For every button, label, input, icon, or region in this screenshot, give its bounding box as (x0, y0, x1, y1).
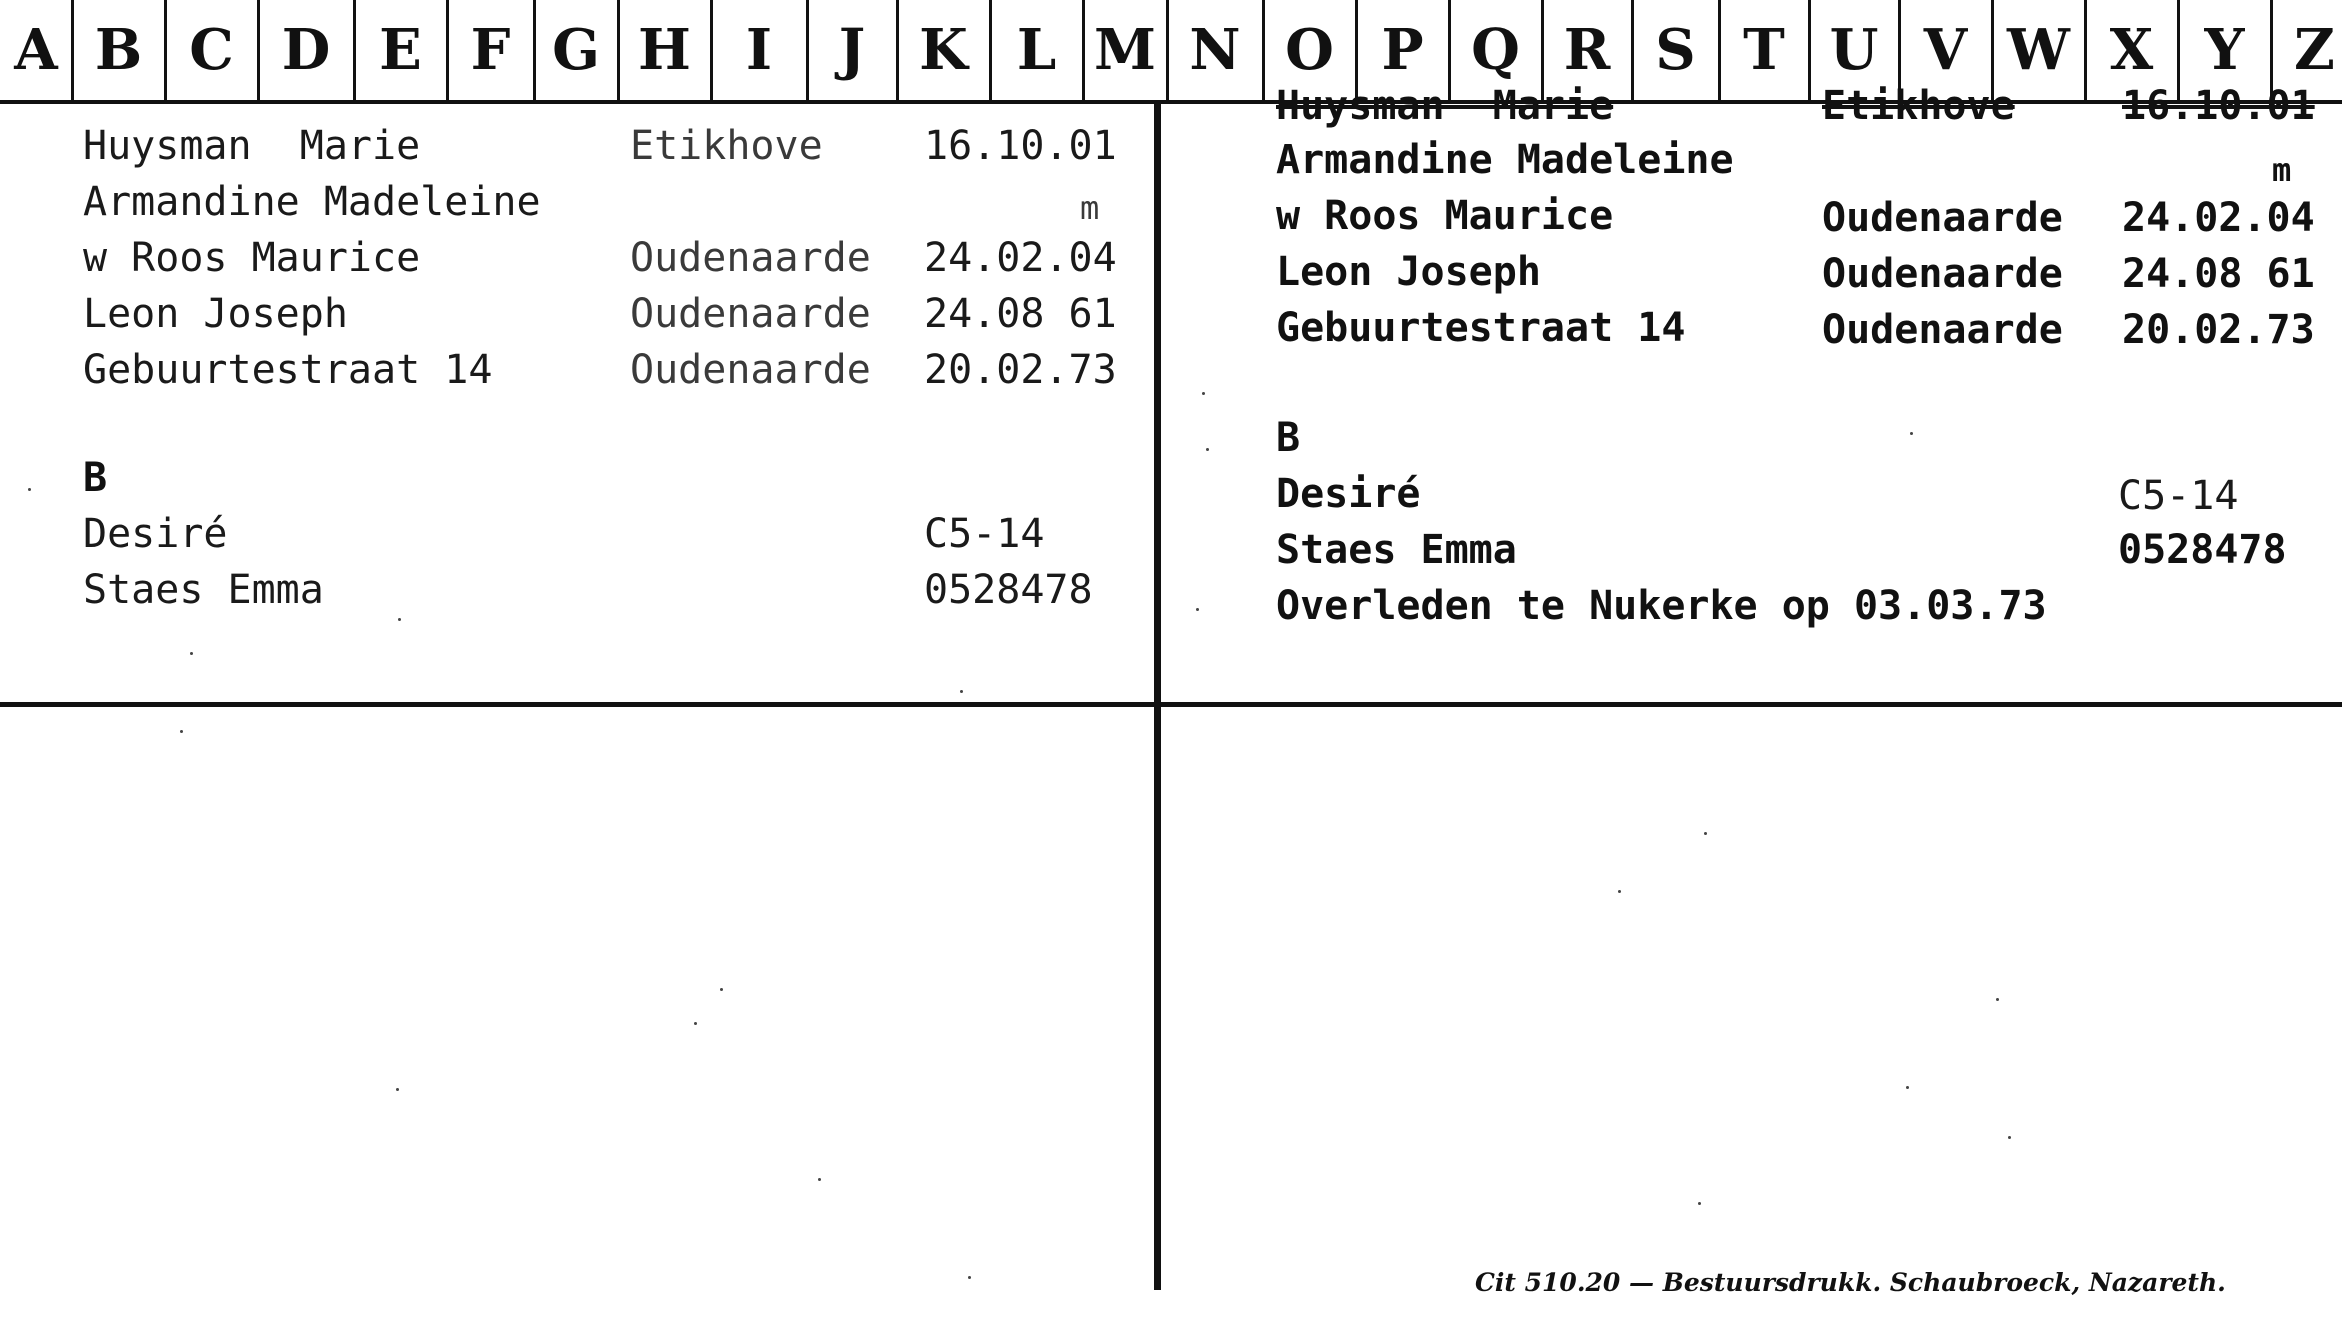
index-letter-divider (353, 0, 356, 104)
right-address-place: Oudenaarde (1822, 307, 2063, 353)
index-letter-g[interactable]: G (552, 17, 600, 83)
index-letter-x[interactable]: X (2109, 17, 2154, 83)
index-letter-divider (1808, 0, 1811, 104)
index-letter-divider (533, 0, 536, 104)
right-section-letter: B (1276, 415, 1301, 461)
index-letter-divider (1262, 0, 1265, 104)
left-address-place: Oudenaarde (630, 347, 871, 393)
index-letter-m[interactable]: M (1094, 17, 1156, 83)
left-father: Desiré (83, 511, 228, 557)
right-mother-code: 0528478 (2118, 527, 2287, 573)
index-letter-p[interactable]: P (1381, 17, 1424, 83)
left-name-line-1: Huysman Marie (83, 123, 421, 169)
middle-horizontal-rule (0, 702, 2342, 707)
index-letter-c[interactable]: C (189, 17, 234, 83)
right-spouse: w Roos Maurice (1276, 193, 1614, 239)
index-letter-i[interactable]: I (745, 17, 773, 83)
left-spouse-given-names: Leon Joseph (83, 291, 348, 337)
index-letter-y[interactable]: Y (2204, 17, 2245, 83)
index-letter-o[interactable]: O (1285, 17, 1334, 83)
index-letter-s[interactable]: S (1655, 17, 1696, 83)
left-birthplace: Etikhove (630, 123, 823, 169)
index-letter-d[interactable]: D (281, 17, 331, 83)
left-address: Gebuurtestraat 14 (83, 347, 493, 393)
index-letter-h[interactable]: H (638, 17, 691, 83)
left-father-code: C5-14 (924, 511, 1045, 557)
right-address-date: 20.02.73 (2122, 307, 2315, 353)
index-letter-e[interactable]: E (379, 17, 422, 83)
index-letter-divider (257, 0, 260, 104)
index-letter-l[interactable]: L (1016, 17, 1057, 83)
left-name-line-2: Armandine Madeleine (83, 179, 541, 225)
index-letter-a[interactable]: A (14, 17, 58, 83)
right-marriage-date: 24.02.04 (2122, 195, 2315, 241)
right-spouse-place: Oudenaarde (1822, 251, 2063, 297)
index-letter-divider (446, 0, 449, 104)
right-name-line-1-struck: Huysman Marie (1276, 83, 1614, 129)
index-letter-j[interactable]: J (838, 17, 866, 83)
left-spouse-place: Oudenaarde (630, 291, 871, 337)
right-father: Desiré (1276, 471, 1421, 517)
right-marriage-mark: m (2272, 151, 2292, 189)
right-father-code: C5-14 (2118, 473, 2239, 519)
left-mother: Staes Emma (83, 567, 324, 613)
index-letter-divider (710, 0, 713, 104)
index-letter-v[interactable]: V (1923, 17, 1968, 83)
index-letter-divider (1718, 0, 1721, 104)
left-spouse: w Roos Maurice (83, 235, 421, 281)
left-marriage-place: Oudenaarde (630, 235, 871, 281)
index-letter-divider (1631, 0, 1634, 104)
left-marriage-date: 24.02.04 (924, 235, 1117, 281)
index-letter-f[interactable]: F (470, 17, 511, 83)
index-letter-n[interactable]: N (1189, 17, 1241, 83)
right-birth-date-struck: 16.10.01 (2122, 83, 2315, 129)
index-letter-k[interactable]: K (919, 17, 968, 83)
index-letter-b[interactable]: B (94, 17, 143, 83)
left-spouse-date: 24.08 61 (924, 291, 1117, 337)
left-section-letter: B (83, 455, 108, 501)
index-letter-z[interactable]: Z (2294, 17, 2335, 83)
right-spouse-date: 24.08 61 (2122, 251, 2315, 297)
index-letter-divider (1166, 0, 1169, 104)
index-letter-divider (617, 0, 620, 104)
left-marriage-mark: m (1080, 189, 1100, 227)
right-spouse-given-names: Leon Joseph (1276, 249, 1541, 295)
right-birthplace-struck: Etikhove (1822, 83, 2015, 129)
index-letter-t[interactable]: T (1743, 17, 1785, 83)
index-letter-divider (896, 0, 899, 104)
left-address-date: 20.02.73 (924, 347, 1117, 393)
index-letter-divider (1082, 0, 1085, 104)
left-birth-date: 16.10.01 (924, 123, 1117, 169)
left-mother-code: 0528478 (924, 567, 1093, 613)
index-letter-r[interactable]: R (1563, 17, 1611, 83)
right-death-note: Overleden te Nukerke op 03.03.73 (1276, 583, 2047, 629)
printer-imprint: Cit 510.20 — Bestuursdrukk. Schaubroeck, Nazareth. (1475, 1268, 2226, 1297)
index-letter-u[interactable]: U (1829, 17, 1879, 83)
center-vertical-rule (1154, 100, 1161, 1290)
index-letter-divider (806, 0, 809, 104)
index-letter-q[interactable]: Q (1471, 17, 1520, 83)
right-mother: Staes Emma (1276, 527, 1517, 573)
index-letter-w[interactable]: W (2007, 17, 2070, 83)
right-address: Gebuurtestraat 14 (1276, 305, 1686, 351)
index-letter-divider (71, 0, 74, 104)
index-letter-divider (989, 0, 992, 104)
right-marriage-place: Oudenaarde (1822, 195, 2063, 241)
right-name-line-2: Armandine Madeleine (1276, 137, 1734, 183)
index-letter-divider (164, 0, 167, 104)
index-letter-divider (2084, 0, 2087, 104)
